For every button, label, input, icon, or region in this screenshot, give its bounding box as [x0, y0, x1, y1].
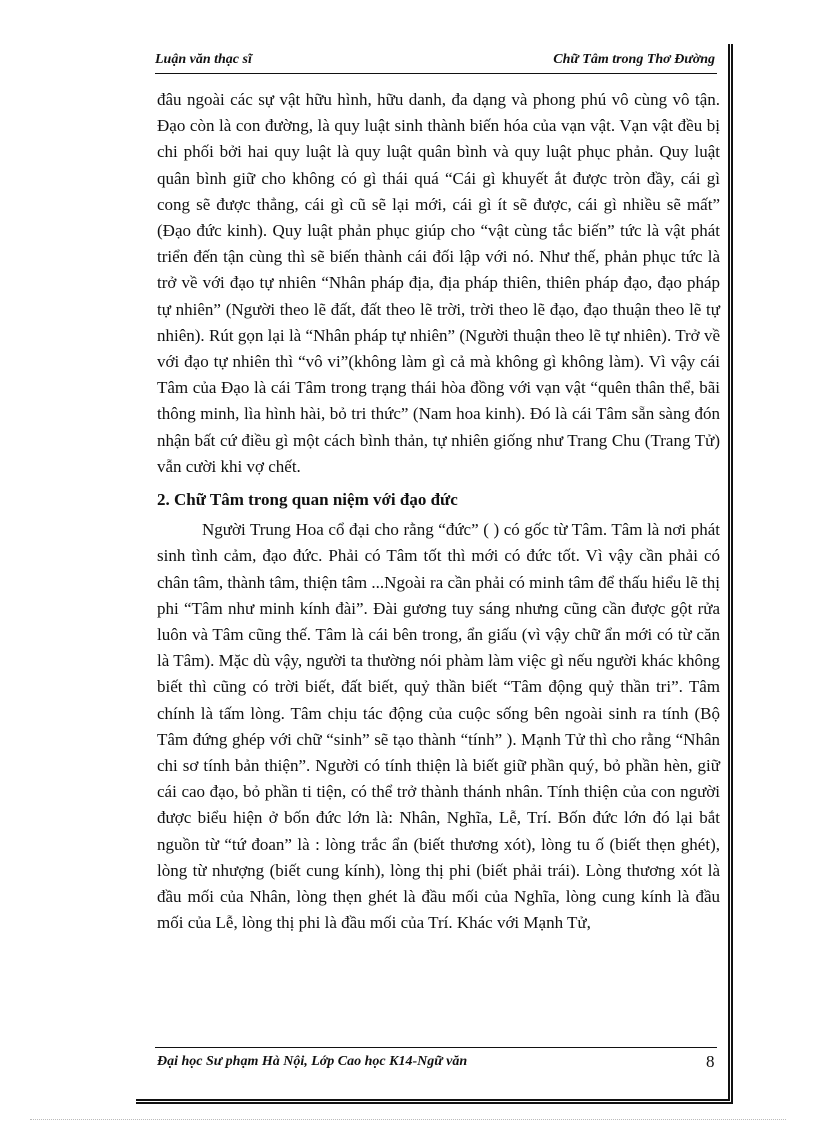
paragraph-1: đâu ngoài các sự vật hữu hình, hữu danh, đa dạng và phong phú vô cùng vô tận. Đạo còn là con đường, là quy luật sinh thành biến hóa của vạn vật. Vạn vật đều bị chi phối bởi hai quy luật là quy luật quân bình và quy luật phục phản. Quy luật quân bình giữ cho không có gì thái quá “Cái gì khuyết ắt được tròn đầy, cái gì cong sẽ được thẳng, cái gì cũ sẽ lại mới, cái gì ít sẽ được, cái gì nhiều sẽ mất” (Đạo đức kinh). Quy luật phản phục giúp cho “vật cùng tắc biến” tức là vật phát triển đến tận cùng thì sẽ biến thành cái đối lập với nó. Như thế, phản phục tức là trở về với đạo tự nhiên “Nhân pháp địa, địa pháp thiên, thiên pháp đạo, đạo pháp tự nhiên” (Người theo lẽ đất, đất theo lẽ trời, trời theo lẽ đạo, đạo thuận theo lẽ tự nhiên). Rút gọn lại là “Nhân pháp tự nhiên” (Người thuận theo lẽ tự nhiên). Trở về với đạo tự nhiên thì “vô vi”(không làm gì cả mà không gì không làm). Vì vậy cái Tâm của Đạo là cái Tâm trong trạng thái hòa đồng với vạn vật “quên thân thể, bãi thông minh, lìa hình hài, bỏ tri thức” (Nam hoa kinh). Đó là cái Tâm sẵn sàng đón nhận bất cứ điều gì một cách bình thản, tự nhiên giống như Trang Chu (Trang Tử) vẫn cười khi vợ chết. — [157, 90, 720, 476]
header-left: Luận văn thạc sĩ — [155, 52, 252, 67]
page-number: 8 — [706, 1052, 715, 1071]
section-heading: 2. Chữ Tâm trong quan niệm với đạo đức — [157, 490, 458, 510]
footer-rule — [155, 1047, 717, 1048]
paragraph-2: Người Trung Hoa cổ đại cho rằng “đức” ( ) có gốc từ Tâm. Tâm là nơi phát sinh tình cảm, đạo đức. Phải có Tâm tốt thì mới có đức tốt. Vì vậy cần phải có chân tâm, thành tâm, thiện tâm ...Ngoài ra cần phải có minh tâm để thấu hiểu lẽ thị phi “Tâm như minh kính đài”. Đài gương tuy sáng nhưng cũng cần được gột rửa luôn và Tâm cũng thế. Tâm là cái bên trong, ẩn giấu (vì vậy chữ ẩn mới có từ căn là Tâm). Mặc dù vậy, người ta thường nói phàm làm việc gì nếu người khác không biết thì cũng có trời biết, đất biết, quỷ thần biết “Tâm động quỷ thần tri”. Tâm chính là tấm lòng. Tâm chịu tác động của cuộc sống bên ngoài sinh ra tính (Bộ Tâm đứng ghép với chữ “sinh” sẽ tạo thành “tính” ). Mạnh Tử thì cho rằng “Nhân chi sơ tính bản thiện”. Người có tính thiện là biết giữ phần quý, bỏ phần hèn, giữ cái cao đạo, bỏ phần ti tiện, có thể trở thành thánh nhân. Tính thiện của con người được biểu hiện ở bốn đức lớn là: Nhân, Nghĩa, Lễ, Trí. Bốn đức lớn đó lại bắt nguồn từ “tứ đoan” là : lòng trắc ẩn (biết thương xót), lòng tu ố (biết thẹn ghét), lòng từ nhượng (biết cung kính), lòng thị phi (biết phải trái). Lòng thương xót là đầu mối của Nhân, lòng thẹn ghét là đầu mối của Nghĩa, lòng cung kính là đầu mối của Lễ, lòng thị phi là đầu mối của Trí. Khác với Mạnh Tử, — [157, 520, 720, 933]
header-rule — [155, 73, 717, 74]
page-edge-dots — [30, 1119, 786, 1120]
header-right: Chữ Tâm trong Thơ Đường — [553, 52, 715, 67]
body-text — [157, 87, 720, 937]
footer-text: Đại học Sư phạm Hà Nội, Lớp Cao học K14-Ngữ văn — [157, 1054, 468, 1069]
page-header — [155, 52, 715, 74]
